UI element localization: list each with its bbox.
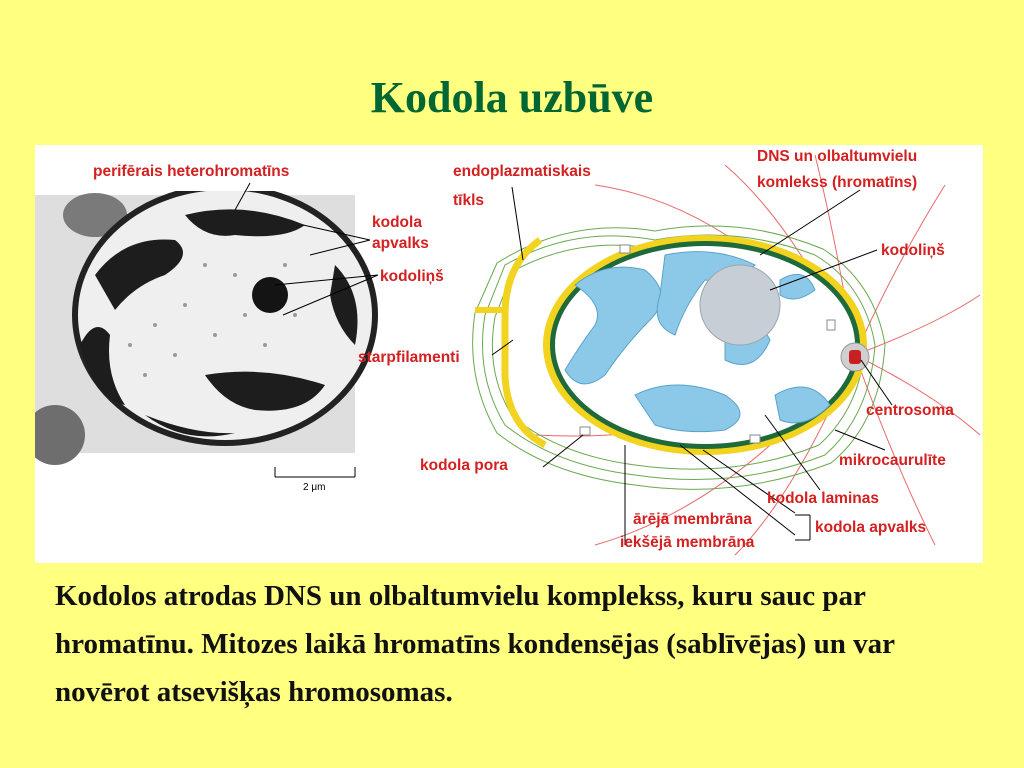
slide-body-text: Kodolos atrodas DNS un olbaltumvielu komplekss, kuru sauc par hromatīnu. Mitozes laikā hromatīns kondensējas (sablīvējas) un var novērot atsevišķas hromosomas. [55, 580, 895, 708]
label-envelope-line2: apvalks [372, 235, 429, 252]
label-er-line1: endoplazmatiskais [453, 163, 591, 180]
scale-bar-label: 2 μm [303, 482, 326, 493]
label-nuclear-lamina: kodola laminas [767, 490, 879, 507]
nucleus-figure [35, 145, 983, 563]
label-inner-membrane: iekšējā membrāna [620, 534, 755, 551]
electron-micrograph [35, 187, 375, 493]
label-nuclear-pore: kodola pora [420, 457, 508, 474]
label-centrosome: centrosoma [866, 402, 954, 419]
label-nucleolus-micrograph: kodoliņš [380, 268, 444, 285]
slide-title: Kodola uzbūve [370, 73, 654, 122]
label-er-line2: tīkls [453, 192, 485, 209]
label-nucleolus-diagram: kodoliņš [881, 242, 945, 259]
label-nuclear-envelope: kodola apvalks [815, 519, 927, 536]
label-peripheral-heterochromatin: perifērais heterohromatīns [93, 163, 290, 180]
label-chromatin-line2: komlekss (hromatīns) [757, 174, 918, 191]
nucleus-schematic [473, 155, 980, 555]
label-envelope-line1: kodola [372, 214, 422, 231]
label-filaments: starpfilamenti [358, 349, 460, 366]
label-chromatin-line1: DNS un olbaltumvielu [757, 148, 918, 165]
label-microtubule: mikrocaurulīte [839, 452, 946, 469]
label-outer-membrane: ārējā membrāna [633, 511, 752, 528]
